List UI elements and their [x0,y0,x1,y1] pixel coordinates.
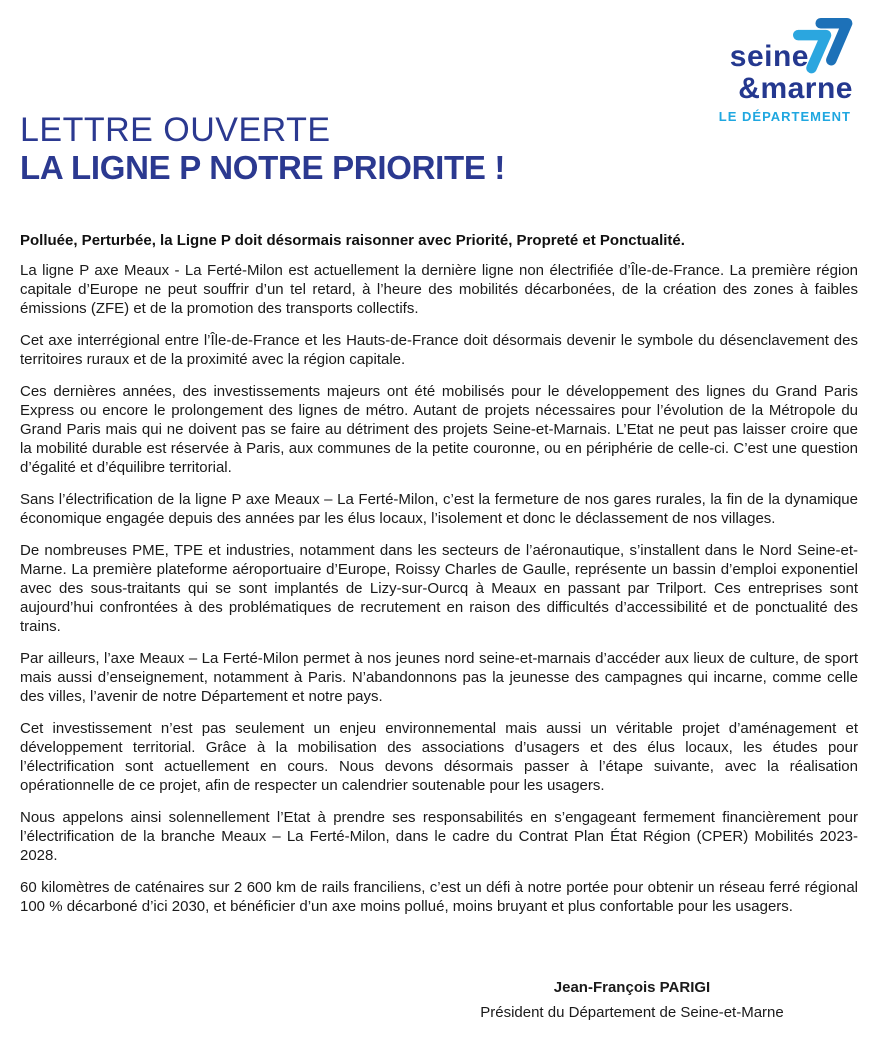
paragraph-1: La ligne P axe Meaux - La Ferté-Milon est actuellement la dernière ligne non électrifiée d’Île-de-France. La première région capitale d’Europe ne peut souffrir d’un tel retard, à l’heure des mobilités décarbonées, de la création des zones à faibles émissions (ZFE) et de la promotion des transports collectifs. [20,262,858,317]
paragraph-9: 60 kilomètres de caténaires sur 2 600 km de rails franciliens, c’est un défi à notre portée pour obtenir un réseau ferré régional 100 % décarboné d’ici 2030, et bénéficier d’un axe moins pollué, moins bruyant et plus confortable pour les usagers. [20,879,858,915]
77-logo-icon [793,14,859,76]
paragraph-2: Cet axe interrégional entre l’Île-de-France et les Hauts-de-France doit désormais devenir le symbole du désenclavement des territoires ruraux et de la proximité avec la région capitale. [20,332,858,368]
paragraph-6: Par ailleurs, l’axe Meaux – La Ferté-Milon permet à nos jeunes nord seine-et-marnais d’accéder aux lieux de culture, de sport mais aussi d’enseignement, notamment à Paris. N’abandonnons pas la jeunesse des campagnes qui incarne, comme celle des villes, l’avenir de notre Département et notre pays. [20,650,858,705]
signature-role: Président du Département de Seine-et-Marne [480,1004,784,1021]
logo-text-seine: seine [729,40,809,73]
paragraph-4: Sans l’électrification de la ligne P axe Meaux – La Ferté-Milon, c’est la fermeture de nos gares rurales, la fin de la dynamique économique engagée depuis des années par les élus locaux, l’isolement et donc le déclassement de nos villages. [20,491,858,527]
seven-front-glyph [798,35,826,68]
paragraph-3: Ces dernières années, des investissements majeurs ont été mobilisés pour le développement des lignes du Grand Paris Express ou encore le prolongement des lignes de métro. Autant de projets nécessaires pour l’évolution de la Métropole du Grand Paris mais qui ne doivent pas se faire au détriment des projets Seine-et-Marnais. L’Etat ne peut pas laisser croire que la mobilité durable est réservée à Paris, aux communes de la petite couronne, ou en périphérie de celle-ci. C’est une question d’égalité et d’équilibre territorial. [20,383,858,476]
lead-sentence: Polluée, Perturbée, la Ligne P doit désormais raisonner avec Priorité, Propreté et Ponctualité. [20,232,685,249]
letter-body [20,231,858,929]
logo-text-marne: &marne [738,72,853,105]
paragraph-7: Cet investissement n’est pas seulement un enjeu environnemental mais aussi un véritable projet d’aménagement et développement territorial. Grâce à la mobilisation des associations d’usagers et des élus locaux, les études pour l’électrification sont actuellement en cours. Nous devons désormais passer à l’étape suivante, avec la réalisation opérationnelle de ce projet, afin de respecter un calendrier soutenable pour les usagers. [20,720,858,794]
title-block [20,112,855,187]
paragraph-8: Nous appelons ainsi solennellement l’Etat à prendre ses responsabilités en s’engageant fermement financièrement pour l’électrification de la branche Meaux – La Ferté-Milon, dans le cadre du Contrat Plan État Région (CPER) Mobilités 2023-2028. [20,809,858,864]
signature-block [467,975,797,1025]
logo-tagline: LE DÉPARTEMENT [718,109,851,124]
page-title-line2: LA LIGNE P NOTRE PRIORITE ! [20,149,506,187]
paragraph-5: De nombreuses PME, TPE et industries, notamment dans les secteurs de l’aéronautique, s’installent dans le Nord Seine-et-Marne. La première plateforme aéroportuaire d’Europe, Roissy Charles de Gaulle, représente un bassin d’emploi exponentiel avec des sous-traitants qui se sont implantés de Lizy-sur-Ourcq à Meaux en passant par Trilport. Ces entreprises sont aujourd’hui confrontées à des problématiques de recrutement en raison des difficultés d’accessibilité et de ponctualité des trains. [20,542,858,635]
seine-et-marne-logo [659,12,859,124]
signature-name: Jean-François PARIGI [553,979,711,996]
page-title-line1: LETTRE OUVERTE [20,111,331,149]
